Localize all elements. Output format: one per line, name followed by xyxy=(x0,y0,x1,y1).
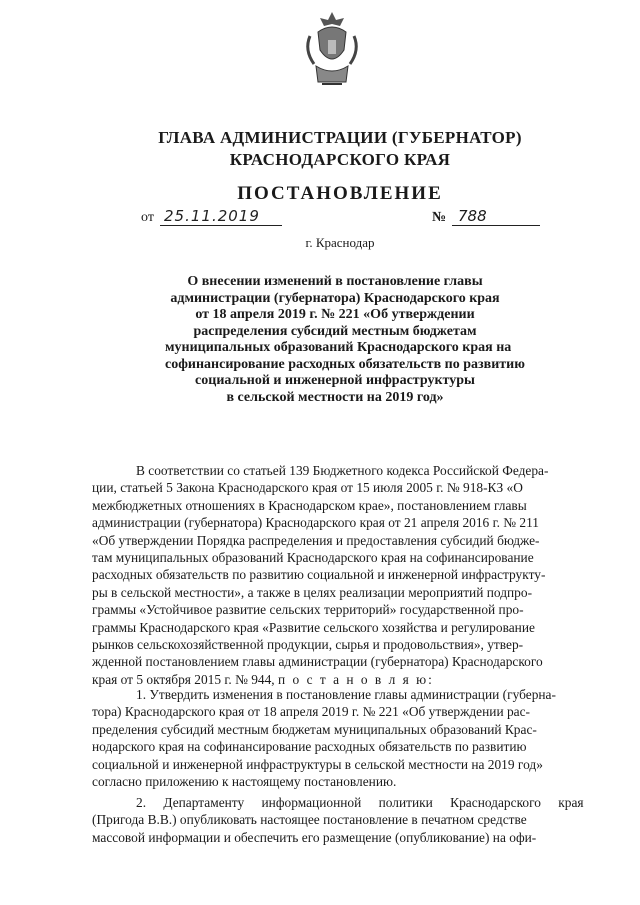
number-label: № xyxy=(432,210,447,225)
handwritten-date: 25.11.2019 xyxy=(160,207,282,226)
text-line: граммы «Устойчивое развитие сельских территорий» государственной про- xyxy=(92,602,524,618)
issuer-title-line2: КРАСНОДАРСКОГО КРАЯ xyxy=(229,150,451,169)
text-line: ры в сельской местности», а также в целях реализации мероприятий подпро- xyxy=(92,584,533,600)
text-line: расходных обязательств по развитию социальной и инженерной инфраструкту- xyxy=(92,567,546,583)
text-line: нодарского края на софинансирование расходных обязательств по развитию xyxy=(92,739,527,755)
text-line: (Пригода В.В.) опубликовать настоящее постановление в печатном средстве xyxy=(92,812,527,828)
text-line: 1. Утвердить изменения в постановление главы администрации (губерна- xyxy=(136,687,556,702)
text-line: жденной постановлением главы администрации (губернатора) Краснодарского xyxy=(92,654,543,670)
text-line: В соответствии со статьей 139 Бюджетного кодекса Российской Федера- xyxy=(136,463,549,478)
text-line: граммы Краснодарского края «Развитие сельского хозяйства и регулирование xyxy=(92,619,535,635)
subject-line: муниципальных образований Краснодарского края на xyxy=(165,340,512,355)
subject-line: О внесении изменений в постановление главы xyxy=(187,274,483,289)
subject-line: социальной и инженерной инфраструктуры xyxy=(195,373,475,388)
city-line: г. Краснодар xyxy=(305,235,375,250)
coat-of-arms-emblem xyxy=(300,10,364,90)
text-line: рынков сельскохозяйственной продукции, сырья и продовольствия», утвер- xyxy=(92,637,524,653)
text-line: ции, статьей 5 Закона Краснодарского края от 15 июля 2005 г. № 918-КЗ «О xyxy=(92,480,523,496)
date-label: от xyxy=(141,210,154,225)
subject-line: софинансирование расходных обязательств по развитию xyxy=(165,356,525,372)
text-line: согласно приложению к настоящему постановлению. xyxy=(92,774,397,790)
subject-line: в сельской местности на 2019 год» xyxy=(226,389,444,405)
paragraph-preamble xyxy=(92,462,608,688)
subject-line: от 18 апреля 2019 г. № 221 «Об утверждении xyxy=(195,307,475,322)
document-type-heading: ПОСТАНОВЛЕНИЕ xyxy=(237,183,443,204)
text-line: межбюджетных отношениях в Краснодарском крае», постановлением главы xyxy=(92,497,527,513)
paragraph-item-1 xyxy=(92,686,608,790)
text-fragment: края от 5 октября 2015 г. № 944, xyxy=(92,671,275,687)
decree-verb: п о с т а н о в л я ю: xyxy=(278,671,434,687)
handwritten-number: 788 xyxy=(452,207,540,226)
text-line: пределения субсидий местным бюджетам муниципальных образований Крас- xyxy=(92,721,537,737)
text-line: массовой информации и обеспечить его размещение (опубликование) на офи- xyxy=(92,829,537,845)
subject-line: распределения субсидий местным бюджетам xyxy=(193,323,477,339)
text-line: «Об утверждении Порядка распределения и предоставления субсидий бюдже- xyxy=(92,532,540,548)
paragraph-item-2 xyxy=(92,794,608,846)
text-line: социальной и инженерной инфраструктуры в сельской местности на 2019 год» xyxy=(92,756,543,772)
text-line: тора) Краснодарского края от 18 апреля 2019 г. № 221 «Об утверждении рас- xyxy=(92,704,531,720)
subject-line: администрации (губернатора) Краснодарского края xyxy=(170,290,500,306)
text-line: 2. Департаменту информационной политики Краснодарского края xyxy=(136,795,584,810)
text-line: там муниципальных образований Краснодарского края на софинансирование xyxy=(92,550,534,566)
text-line: администрации (губернатора) Краснодарского края от 21 апреля 2016 г. № 211 xyxy=(92,515,539,531)
document-subject xyxy=(165,274,525,406)
issuer-title-line1: ГЛАВА АДМИНИСТРАЦИИ (ГУБЕРНАТОР) xyxy=(158,128,522,147)
